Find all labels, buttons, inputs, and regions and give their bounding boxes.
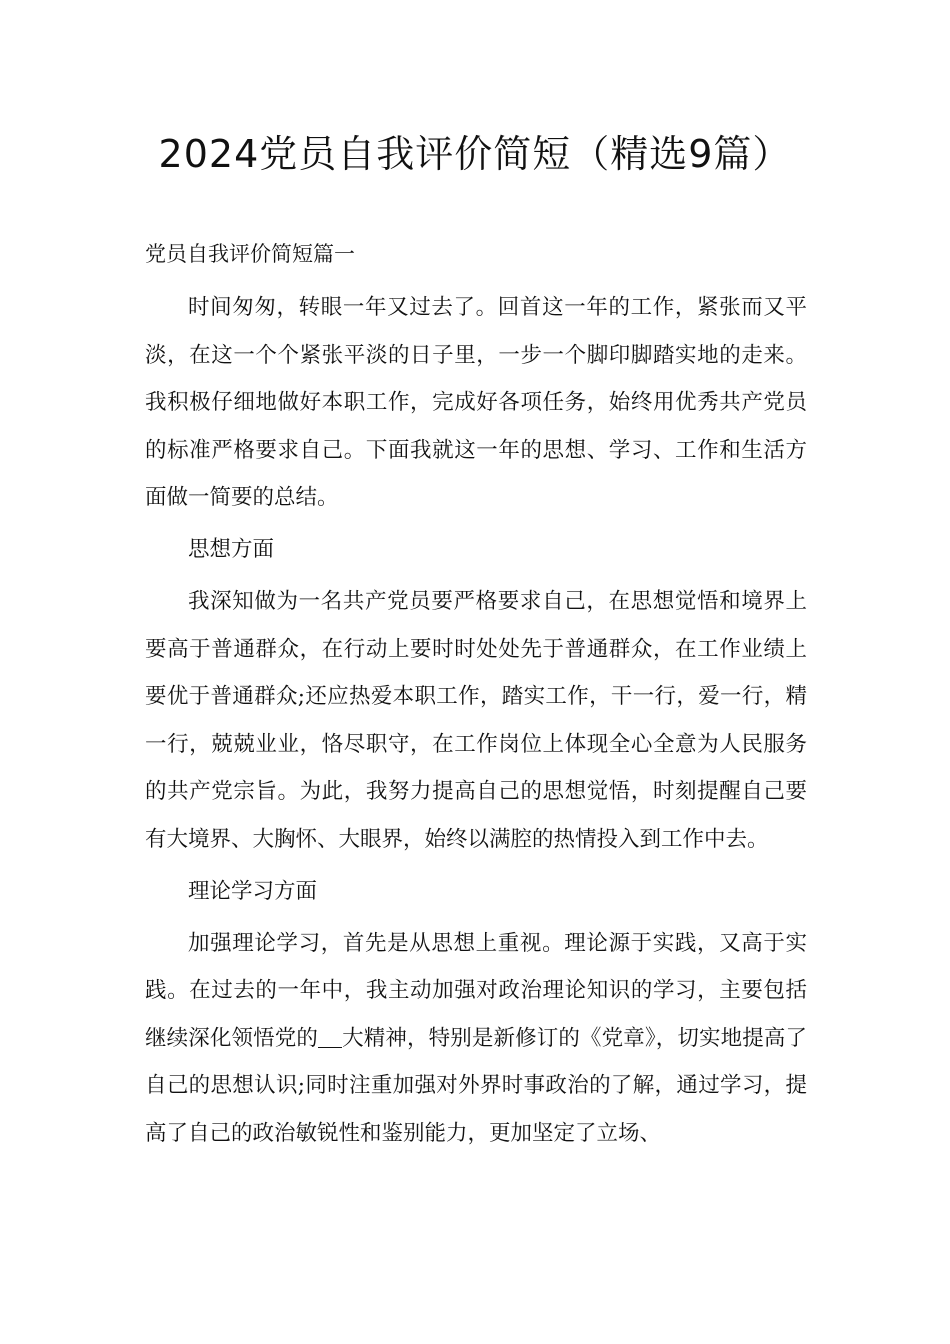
document-title: 2024党员自我评价简短（精选9篇） xyxy=(158,132,792,176)
subheading-study: 理论学习方面 xyxy=(188,878,318,904)
study-paragraph-part1: 加强理论学习，首先是从思想上重视。理论源于实践，又高于实践。在过去的一年中，我主动加强对政治理论知识的学习，主要包括继续深化领悟党的 xyxy=(145,930,807,1051)
study-paragraph-part2: 大精神，特别是新修订的《党章》，切实地提高了自己的思想认识;同时注重加强对外界时事政治的了解，通过学习，提高了自己的政治敏锐性和鉴别能力，更加坚定了立场、 xyxy=(145,1025,807,1146)
blank-underline xyxy=(318,1025,342,1048)
intro-paragraph: 时间匆匆，转眼一年又过去了。回首这一年的工作，紧张而又平淡，在这一个个紧张平淡的日子里，一步一个脚印脚踏实地的走来。我积极仔细地做好本职工作，完成好各项任务，始终用优秀共产党员的标准严格要求自己。下面我就这一年的思想、学习、工作和生活方面做一简要的总结。 xyxy=(145,295,807,511)
document-body xyxy=(145,231,807,1158)
subheading-thought: 思想方面 xyxy=(188,536,275,562)
section-heading: 党员自我评价简短篇一 xyxy=(145,242,355,266)
study-paragraph xyxy=(145,920,807,1158)
thought-paragraph: 我深知做为一名共产党员要严格要求自己，在思想觉悟和境界上要高于普通群众，在行动上要时时处处先于普通群众，在工作业绩上要优于普通群众;还应热爱本职工作，踏实工作，干一行，爱一行，精一行，兢兢业业，恪尽职守，在工作岗位上体现全心全意为人民服务的共产党宗旨。为此，我努力提高自己的思想觉悟，时刻提醒自己要有大境界、大胸怀、大眼界，始终以满腔的热情投入到工作中去。 xyxy=(145,588,807,852)
